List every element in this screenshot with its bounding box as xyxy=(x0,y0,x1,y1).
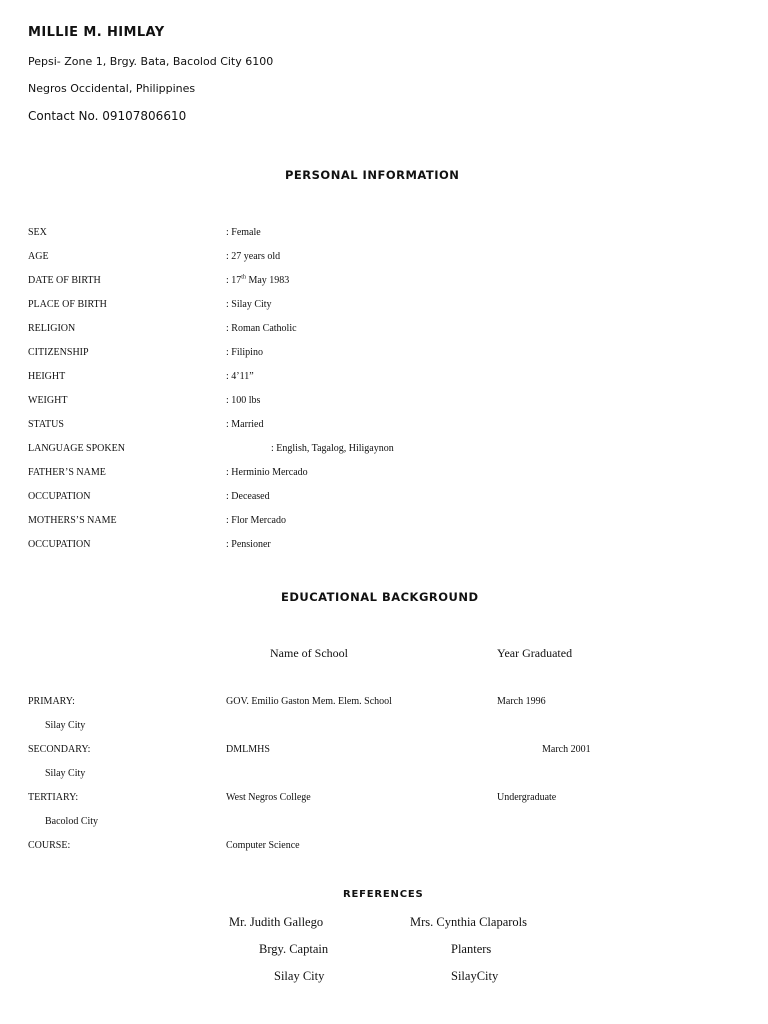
primary-school: GOV. Emilio Gaston Mem. Elem. School xyxy=(226,696,392,707)
address-line-1: Pepsi- Zone 1, Brgy. Bata, Bacolod City 6100 xyxy=(28,55,274,68)
school-column-header: Name of School xyxy=(270,646,348,660)
religion-label: RELIGION xyxy=(28,323,76,334)
language-label: LANGUAGE SPOKEN xyxy=(28,443,125,454)
religion-value: : Roman Catholic xyxy=(226,323,297,334)
height-value: : 4’11” xyxy=(226,371,254,382)
reference-2-place: SilayCity xyxy=(451,969,499,983)
mother-occupation-value: : Pensioner xyxy=(226,539,271,550)
age-label: AGE xyxy=(28,251,49,262)
weight-value: : 100 lbs xyxy=(226,395,261,406)
course-label: COURSE: xyxy=(28,840,71,851)
pob-value: : Silay City xyxy=(226,299,272,310)
status-label: STATUS xyxy=(28,419,64,430)
primary-location: Silay City xyxy=(45,720,86,731)
mother-occupation-label: OCCUPATION xyxy=(28,539,91,550)
tertiary-location: Bacolod City xyxy=(45,816,99,827)
secondary-school: DMLMHS xyxy=(226,744,270,755)
sex-value: : Female xyxy=(226,227,261,238)
contact-number: Contact No. 09107806610 xyxy=(28,109,187,123)
reference-1-name: Mr. Judith Gallego xyxy=(229,915,324,929)
primary-year: March 1996 xyxy=(497,696,546,707)
weight-label: WEIGHT xyxy=(28,395,68,406)
references-heading: REFERENCES xyxy=(343,889,424,900)
course-value: Computer Science xyxy=(226,840,300,851)
reference-1-place: Silay City xyxy=(274,969,325,983)
applicant-name: MILLIE M. HIMLAY xyxy=(28,25,165,40)
tertiary-label: TERTIARY: xyxy=(28,792,79,803)
father-occupation-label: OCCUPATION xyxy=(28,491,91,502)
education-heading: EDUCATIONAL BACKGROUND xyxy=(281,590,479,604)
reference-2-position: Planters xyxy=(451,942,492,956)
primary-label: PRIMARY: xyxy=(28,696,75,707)
tertiary-school: West Negros College xyxy=(226,792,311,803)
personal-info-heading: PERSONAL INFORMATION xyxy=(285,168,460,182)
father-name-label: FATHER’S NAME xyxy=(28,467,106,478)
citizenship-label: CITIZENSHIP xyxy=(28,347,89,358)
reference-1-position: Brgy. Captain xyxy=(259,942,329,956)
citizenship-value: : Filipino xyxy=(226,347,263,358)
address-line-2: Negros Occidental, Philippines xyxy=(28,82,196,95)
dob-label: DATE OF BIRTH xyxy=(28,275,101,286)
sex-label: SEX xyxy=(28,227,47,238)
pob-label: PLACE OF BIRTH xyxy=(28,299,107,310)
mother-name-label: MOTHERS’S NAME xyxy=(28,515,117,526)
mother-name-value: : Flor Mercado xyxy=(226,515,286,526)
father-name-value: : Herminio Mercado xyxy=(226,467,308,478)
secondary-label: SECONDARY: xyxy=(28,744,91,755)
height-label: HEIGHT xyxy=(28,371,66,382)
secondary-location: Silay City xyxy=(45,768,86,779)
age-value: : 27 years old xyxy=(226,251,281,262)
tertiary-year: Undergraduate xyxy=(497,792,557,803)
year-column-header: Year Graduated xyxy=(497,646,573,660)
father-occupation-value: : Deceased xyxy=(226,491,270,502)
language-value: : English, Tagalog, Hiligaynon xyxy=(271,443,394,454)
status-value: : Married xyxy=(226,419,264,430)
secondary-year: March 2001 xyxy=(542,744,591,755)
reference-2-name: Mrs. Cynthia Claparols xyxy=(410,915,528,929)
dob-value: : 17th May 1983 xyxy=(226,274,290,286)
